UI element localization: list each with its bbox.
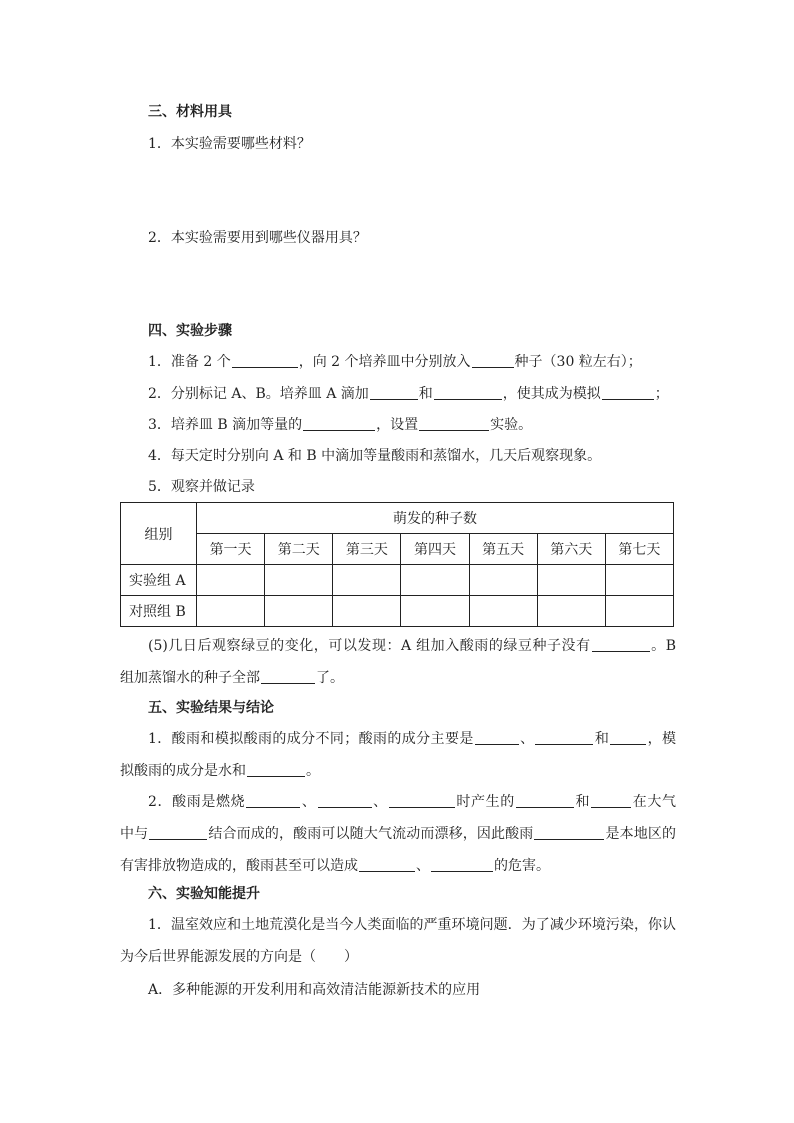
row-label-experiment-a: 实验组 A: [121, 565, 197, 596]
table-cell[interactable]: [333, 565, 401, 596]
table-cell[interactable]: [537, 565, 605, 596]
step-3-text-b: ，设置: [376, 417, 419, 433]
result-2-sep-2: 、: [372, 794, 388, 810]
fill-blank[interactable]: [389, 793, 455, 808]
table-row: [121, 596, 674, 627]
step-4: 4．每天定时分别向 A 和 B 中滴加等量酸雨和蒸馏水，几天后观察现象。: [148, 448, 602, 464]
step-5: 5．观察并做记录: [148, 479, 255, 495]
step-2-text-a: 2．分别标记 A、B。培养皿 A 滴加: [148, 386, 369, 402]
fill-blank[interactable]: [535, 730, 593, 745]
table-header-day: 第一天: [197, 534, 265, 565]
section4-heading: 四、实验步骤: [148, 323, 232, 339]
fill-blank[interactable]: [434, 385, 502, 400]
fill-blank[interactable]: [602, 385, 654, 400]
result-paragraph-2: [120, 786, 676, 882]
fill-blank[interactable]: [370, 385, 418, 400]
fill-blank[interactable]: [534, 825, 604, 840]
fill-blank[interactable]: [610, 730, 646, 745]
table-header-day: 第三天: [333, 534, 401, 565]
result-1-text-a: 1．酸雨和模拟酸雨的成分不同；酸雨的成分主要是: [148, 731, 474, 747]
fill-blank[interactable]: [318, 793, 372, 808]
fill-blank[interactable]: [359, 857, 415, 872]
result-2-text-e: 是本地区的有害排放物造成的，酸雨甚至可以造成: [120, 826, 677, 874]
result-1-text-b: ，模拟酸雨的成分是水和: [120, 731, 677, 779]
result-1-and: 和: [594, 731, 610, 747]
table-cell[interactable]: [469, 565, 537, 596]
result-2-and: 和: [574, 794, 591, 810]
table-cell[interactable]: [197, 596, 265, 627]
table-header-day: 第二天: [265, 534, 333, 565]
result-2-text-b: 时产生的: [455, 794, 515, 810]
germination-record-table: [120, 502, 674, 627]
fill-blank[interactable]: [431, 857, 493, 872]
observation-text-a: (5)几日后观察绿豆的变化，可以发现：A 组加入酸雨的绿豆种子没有: [148, 638, 591, 654]
section5-heading: 五、实验结果与结论: [148, 700, 274, 716]
fill-blank[interactable]: [516, 793, 574, 808]
observation-paragraph: [120, 630, 676, 694]
table-header-day: 第五天: [469, 534, 537, 565]
fill-blank[interactable]: [419, 416, 489, 431]
table-header-group: 组别: [121, 503, 197, 565]
step-2-text-c: ，使其成为模拟: [502, 386, 601, 402]
observation-text-c: 了。: [316, 670, 344, 686]
option-a[interactable]: A．多种能源的开发利用和高效清洁能源新技术的应用: [148, 982, 481, 998]
result-2-text-a: 2．酸雨是燃烧: [148, 794, 246, 810]
table-row: [121, 565, 674, 596]
fill-blank[interactable]: [149, 825, 207, 840]
step-2-text-d: ；: [654, 386, 669, 402]
fill-blank[interactable]: [232, 353, 298, 368]
result-2-sep-1: 、: [301, 794, 317, 810]
result-2-text-d: 结合而成的，酸雨可以随大气流动而漂移，因此酸雨: [208, 826, 534, 842]
section3-question-1: 1．本实验需要哪些材料？: [148, 136, 311, 152]
row-label-control-b: 对照组 B: [121, 596, 197, 627]
fill-blank[interactable]: [303, 416, 375, 431]
fill-blank[interactable]: [472, 353, 514, 368]
table-cell[interactable]: [401, 596, 469, 627]
table-header-day: 第七天: [605, 534, 673, 565]
fill-blank[interactable]: [475, 730, 519, 745]
table-cell[interactable]: [265, 565, 333, 596]
fill-blank[interactable]: [246, 793, 300, 808]
result-2-sep-3: 、: [416, 858, 430, 874]
step-2: [148, 384, 669, 404]
table-cell[interactable]: [605, 596, 673, 627]
table-cell[interactable]: [469, 596, 537, 627]
section3-question-2: 2．本实验需要用到哪些仪器用具？: [148, 230, 367, 246]
result-1-end: 。: [306, 763, 320, 779]
section3-heading: 三、材料用具: [148, 104, 232, 120]
fill-blank[interactable]: [247, 762, 305, 777]
table-cell[interactable]: [401, 565, 469, 596]
step-1-text-c: 种子（30 粒左右）；: [514, 354, 642, 370]
step-3: [148, 415, 532, 435]
table-cell[interactable]: [333, 596, 401, 627]
step-2-text-b: 和: [418, 386, 433, 402]
step-3-text-c: 实验。: [490, 417, 533, 433]
fill-blank[interactable]: [592, 637, 650, 652]
table-header-day: 第六天: [537, 534, 605, 565]
section6-question-1: [120, 909, 676, 973]
fill-blank[interactable]: [591, 793, 631, 808]
table-header-germinated-count: 萌发的种子数: [197, 503, 674, 534]
table-cell[interactable]: [265, 596, 333, 627]
step-1-text-b: ，向 2 个培养皿中分别放入: [298, 354, 471, 370]
result-1-sep-1: 、: [519, 731, 535, 747]
section6-question-1-text: 1．温室效应和土地荒漠化是当今人类面临的严重环境问题．为了减少环境污染，你认为今后世界能源发展的方向是（ ）: [120, 917, 676, 965]
table-cell[interactable]: [605, 565, 673, 596]
section6-heading: 六、实验知能提升: [148, 886, 260, 902]
result-2-text-f: 的危害。: [494, 858, 550, 874]
observation-text-b: 。B 组加蒸馏水的种子全部: [120, 638, 676, 686]
step-1: [148, 352, 642, 372]
result-2-text-c: 在大气中与: [120, 794, 677, 842]
result-paragraph-1: [120, 723, 676, 787]
table-header-day: 第四天: [401, 534, 469, 565]
table-cell[interactable]: [197, 565, 265, 596]
step-3-text-a: 3．培养皿 B 滴加等量的: [148, 417, 303, 433]
table-cell[interactable]: [537, 596, 605, 627]
step-1-text-a: 1．准备 2 个: [148, 354, 231, 370]
fill-blank[interactable]: [261, 669, 315, 684]
